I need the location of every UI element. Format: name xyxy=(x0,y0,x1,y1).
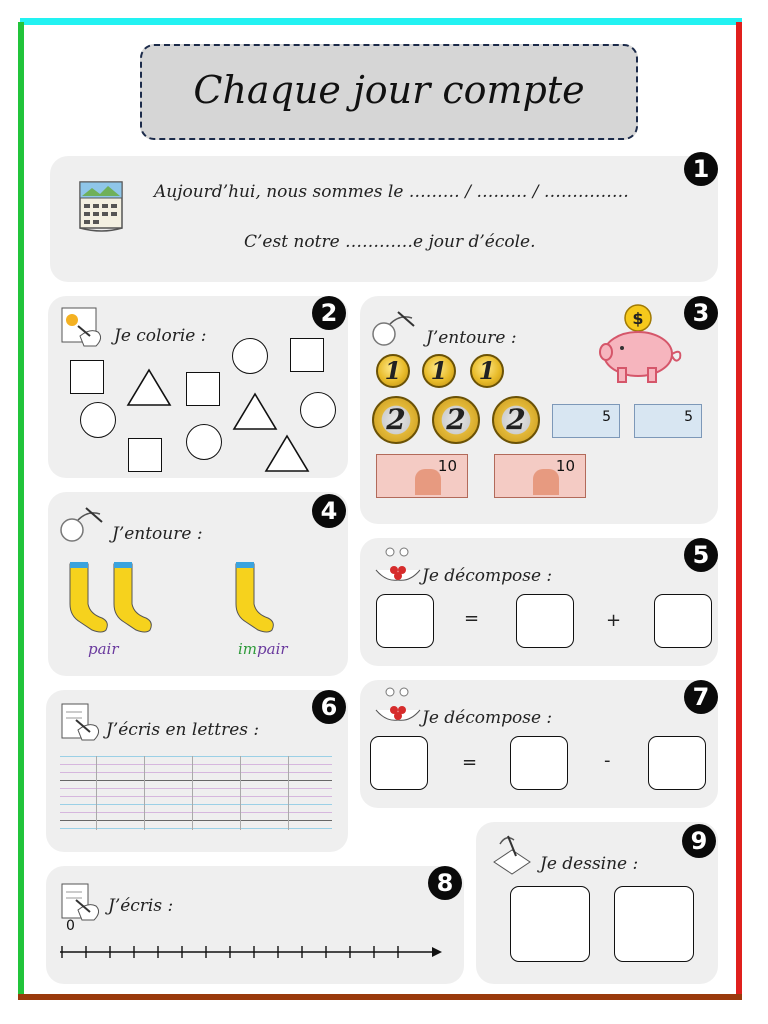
section-3-money xyxy=(360,296,718,524)
answer-box[interactable] xyxy=(510,736,568,790)
section-number: 2 xyxy=(312,296,346,330)
instruction: J’écris : xyxy=(108,896,174,916)
coloring-hand-icon xyxy=(60,306,106,354)
label-even: pair xyxy=(88,640,119,658)
triangle-shape[interactable] xyxy=(232,392,278,432)
section-number: 6 xyxy=(312,690,346,724)
piggy-bank-icon xyxy=(596,302,688,388)
section-4-even-odd xyxy=(48,492,348,676)
five-euro-note[interactable]: 5 xyxy=(634,404,702,438)
number-line[interactable] xyxy=(56,940,446,964)
answer-box[interactable] xyxy=(516,594,574,648)
page-title: Chaque jour compte xyxy=(193,68,585,112)
writing-hand-icon xyxy=(58,700,104,748)
one-euro-coin[interactable]: 1 xyxy=(376,354,410,388)
equals-sign: = xyxy=(462,752,478,773)
two-euro-coin[interactable]: 2 xyxy=(432,396,480,444)
section-1-date xyxy=(50,156,718,282)
minus-sign: - xyxy=(604,750,611,771)
drawing-box[interactable] xyxy=(614,886,694,962)
instruction: J’entoure : xyxy=(426,328,517,348)
one-euro-coin[interactable]: 1 xyxy=(470,354,504,388)
square-shape[interactable] xyxy=(290,338,324,372)
five-euro-note[interactable]: 5 xyxy=(552,404,620,438)
instruction: Je décompose : xyxy=(422,566,553,586)
drawing-box[interactable] xyxy=(510,886,590,962)
title-banner xyxy=(140,44,638,140)
section-number: 5 xyxy=(684,538,718,572)
section-number: 4 xyxy=(312,494,346,528)
section-8-number-line xyxy=(46,866,464,984)
label-odd: impair xyxy=(238,640,288,658)
section-5-decompose-sum xyxy=(360,538,718,666)
frame-right-border xyxy=(736,22,742,1000)
circle-shape[interactable] xyxy=(232,338,268,374)
writing-hand-icon xyxy=(58,880,104,928)
counting-hands-icon xyxy=(372,546,424,590)
square-shape[interactable] xyxy=(186,372,220,406)
sock-pair[interactable] xyxy=(64,560,160,634)
equals-sign: = xyxy=(464,608,480,629)
frame-left-border xyxy=(18,22,24,1000)
triangle-shape[interactable] xyxy=(264,434,310,474)
triangle-shape[interactable] xyxy=(126,368,172,408)
section-6-write-letters xyxy=(46,690,348,852)
one-euro-coin[interactable]: 1 xyxy=(422,354,456,388)
two-euro-coin[interactable]: 2 xyxy=(372,396,420,444)
ten-euro-note[interactable]: 10 xyxy=(494,454,586,498)
circle-shape[interactable] xyxy=(80,402,116,438)
frame-bottom-border xyxy=(18,994,742,1000)
drawing-hand-icon xyxy=(486,832,538,880)
square-shape[interactable] xyxy=(70,360,104,394)
circling-hand-icon xyxy=(58,504,106,548)
counting-hands-icon xyxy=(372,686,424,730)
instruction: Je dessine : xyxy=(540,854,639,874)
plus-sign: + xyxy=(606,610,622,631)
section-number: 9 xyxy=(682,824,716,858)
instruction: J’entoure : xyxy=(112,524,203,544)
answer-box[interactable] xyxy=(654,594,712,648)
answer-box[interactable] xyxy=(376,594,434,648)
section-number: 8 xyxy=(428,866,462,900)
instruction: J’écris en lettres : xyxy=(106,720,260,740)
section-9-drawing xyxy=(476,822,718,984)
section-7-decompose-difference xyxy=(360,680,718,808)
circle-shape[interactable] xyxy=(186,424,222,460)
date-line: Aujourd’hui, nous sommes le ……… / ……… / …………… xyxy=(154,182,629,202)
section-number: 7 xyxy=(684,680,718,714)
ten-euro-note[interactable]: 10 xyxy=(376,454,468,498)
instruction: Je colorie : xyxy=(114,326,207,346)
square-shape[interactable] xyxy=(128,438,162,472)
section-number: 1 xyxy=(684,152,718,186)
circling-hand-icon xyxy=(370,308,418,352)
piggy-bank-dollar-symbol: $ xyxy=(632,309,644,328)
handwriting-lines[interactable] xyxy=(60,756,332,830)
two-euro-coin[interactable]: 2 xyxy=(492,396,540,444)
circle-shape[interactable] xyxy=(300,392,336,428)
frame-top-border xyxy=(20,18,742,25)
answer-box[interactable] xyxy=(370,736,428,790)
number-line-start: 0 xyxy=(66,918,75,934)
calendar-icon xyxy=(74,176,128,238)
sock-single[interactable] xyxy=(224,560,286,634)
section-2-coloring xyxy=(48,296,348,478)
instruction: Je décompose : xyxy=(422,708,553,728)
section-number: 3 xyxy=(684,296,718,330)
school-day-line: C’est notre …………e jour d’école. xyxy=(244,232,536,252)
answer-box[interactable] xyxy=(648,736,706,790)
